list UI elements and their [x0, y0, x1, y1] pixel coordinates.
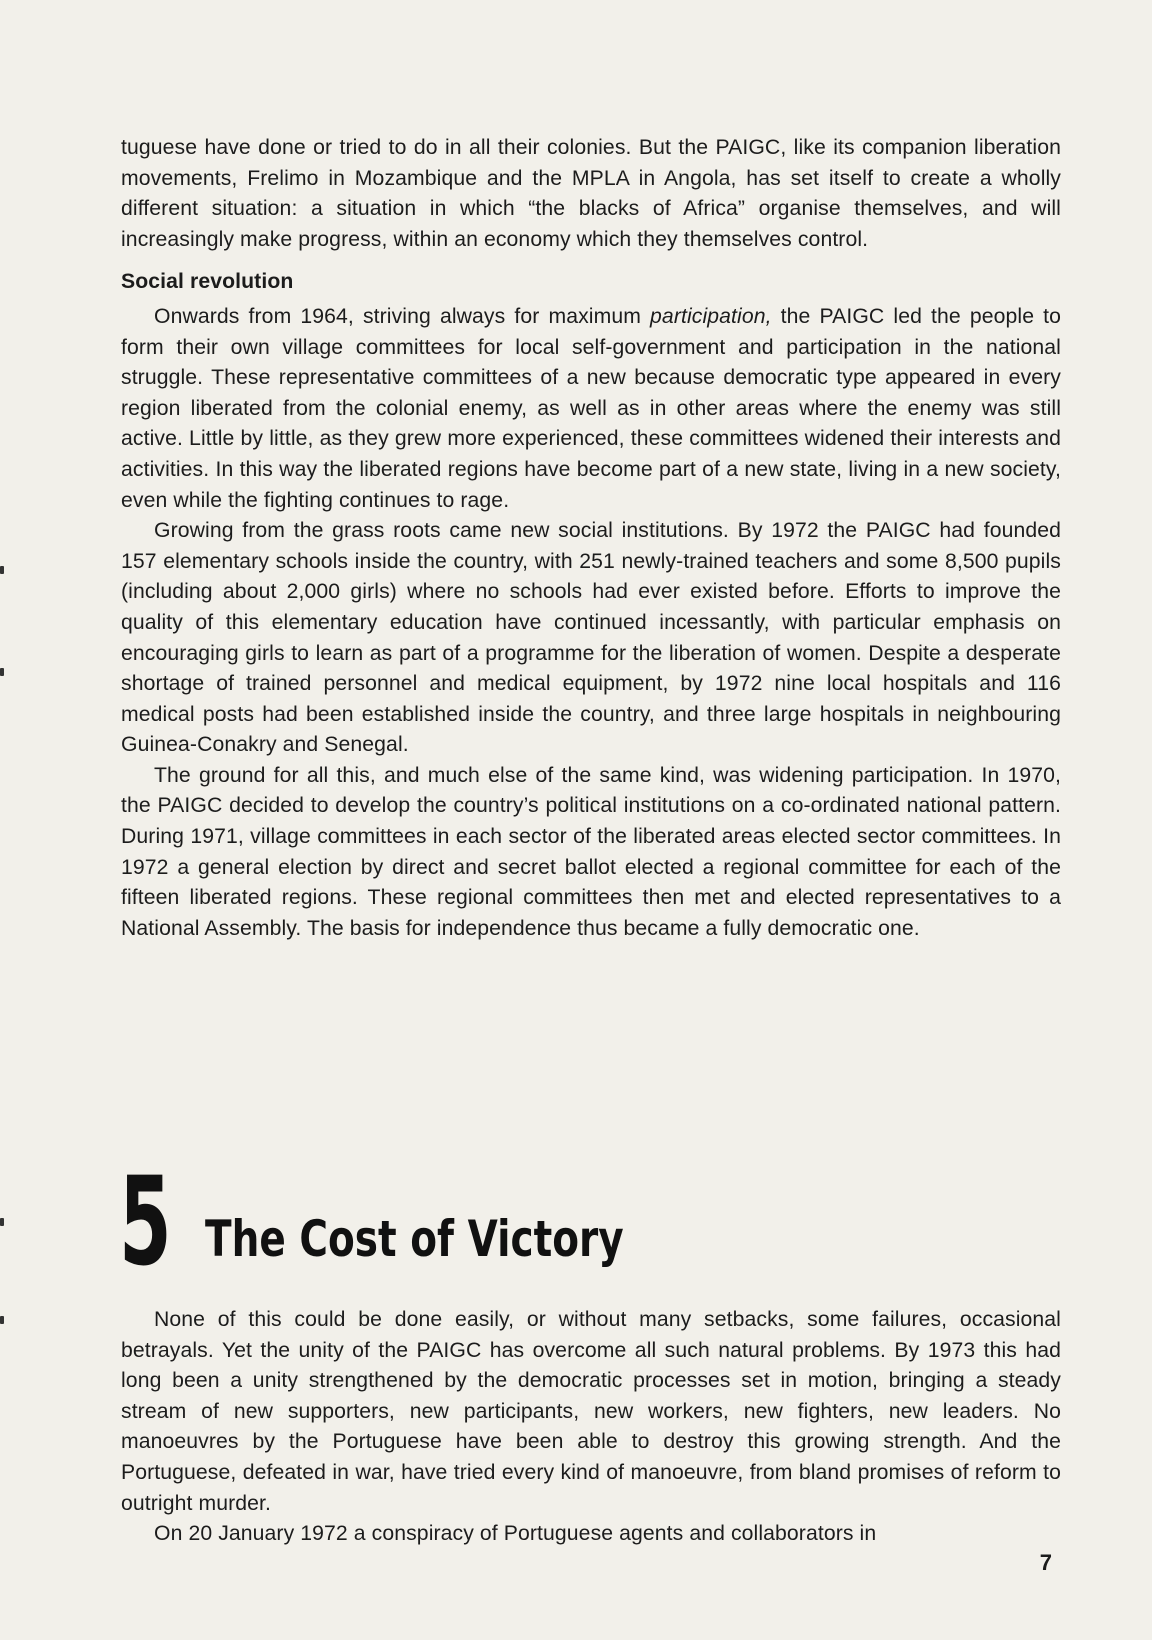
paragraph-participation: [121, 302, 1061, 516]
section-heading: Social revolution: [121, 270, 294, 294]
margin-mark: [0, 668, 4, 676]
emphasis-text: participation,: [650, 304, 772, 328]
margin-mark: [0, 566, 4, 574]
section-cost-of-victory: [121, 1305, 1061, 1550]
paragraph-institutions: Growing from the grass roots came new social institutions. By 1972 the PAIGC had founded 157 elementary schools inside the country, with 251 newly-trained teachers and some 8,500 pupils (including about 2,000 girls) where no schools had ever existed before. Efforts to improve the quality of this elementary education have continued incessantly, with particular emphasis on encouraging girls to learn as part of a programme for the liberation of women. Despite a desperate shortage of trained personnel and medical equipment, by 1972 nine local hospitals and 116 medical posts had been established inside the country, and three large hospitals in neighbouring Guinea-Conakry and Senegal.: [121, 519, 1061, 757]
margin-mark: [0, 1316, 4, 1324]
chapter-title: The Cost of Victory: [205, 1210, 624, 1268]
paragraph-text: the PAIGC led the people to form their own village committees for local self-government and participation in the national struggle. These representative committees of a new because democratic type appeared in every region liberated from the colonial enemy, as well as in other areas where the enemy was still active. Little by little, as they grew more experienced, these committees widened their interests and activities. In this way the liberated regions have become part of a new state, living in a new society, even while the fighting continues to rage.: [121, 304, 1062, 512]
chapter-number: 5: [119, 1151, 171, 1293]
section-social-revolution: [121, 133, 1061, 944]
paragraph-text: Onwards from 1964, striving always for maximum: [154, 304, 651, 328]
page-number: 7: [1039, 1550, 1052, 1575]
chapter-heading: [119, 1151, 819, 1293]
paragraph-unity: None of this could be done easily, or without many setbacks, some failures, occasional betrayals. Yet the unity of the PAIGC has overcome all such natural problems. By 1973 this had long been a unity strengthened by the democratic processes set in motion, bringing a steady stream of new supporters, new participants, new workers, new fighters, new leaders. No manoeuvres by the Portuguese have been able to destroy this growing strength. And the Portuguese, defeated in war, have tried every kind of manoeuvre, from bland promises of reform to outright murder.: [121, 1308, 1061, 1515]
margin-mark: [0, 1218, 4, 1226]
paragraph-conspiracy: On 20 January 1972 a conspiracy of Portuguese agents and collaborators in: [154, 1522, 877, 1546]
paragraph-democracy: The ground for all this, and much else of the same kind, was widening participation. In 1970, the PAIGC decided to develop the country’s political institutions on a co-ordinated national pattern. During 1971, village committees in each sector of the liberated areas elected sector committees. In 1972 a general election by direct and secret ballot elected a regional committee for each of the fifteen liberated regions. These regional committees then met and elected representatives to a National Assembly. The basis for independence thus became a fully democratic one.: [121, 763, 1061, 940]
intro-paragraph: tuguese have done or tried to do in all their colonies. But the PAIGC, like its companion liberation movements, Frelimo in Mozambique and the MPLA in Angola, has set itself to create a wholly different situation: a situation in which “the blacks of Africa” organise themselves, and will increasingly make progress, within an economy which they themselves control.: [121, 136, 1061, 251]
